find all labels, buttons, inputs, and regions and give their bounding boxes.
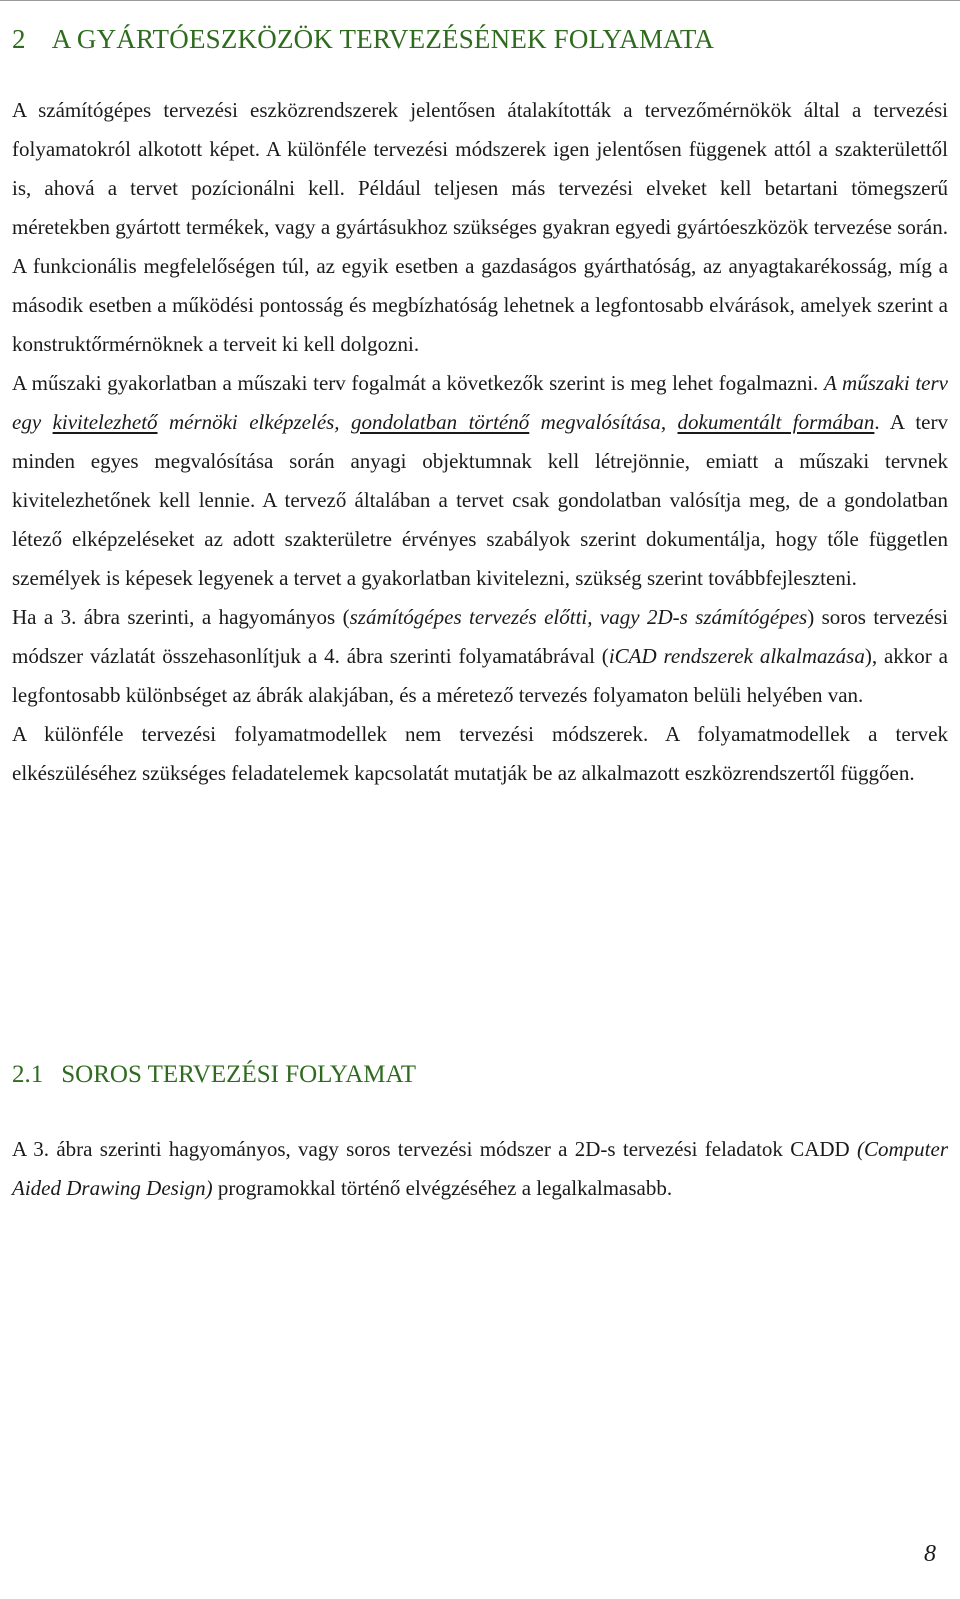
paragraph-3-b: ) soros tervezési módszer vázlatát összehasonlítjuk a 4. ábra szerinti folyamatábrával (: [12, 605, 948, 668]
section-paragraph: [12, 1130, 948, 1208]
paragraph-4: A különféle tervezési folyamatmodellek nem tervezési módszerek. A folyamatmodellek a tervek elkészüléséhez szükséges feladatelemek kapcsolatát mutatják be az alkalmazott eszközrendszertől függően.: [12, 722, 948, 785]
chapter-number: 2: [12, 24, 26, 54]
chapter-heading: [12, 24, 714, 55]
section-number: 2.1: [12, 1061, 44, 1088]
paragraph-3-italic-2: iCAD rendszerek alkalmazása: [608, 644, 865, 668]
section-body: [12, 1130, 948, 1208]
definition-underline-2: gondolatban történő: [350, 410, 530, 434]
definition-underline-1: kivitelezhető: [52, 410, 158, 434]
paragraph-3: [12, 598, 948, 715]
definition-part-a: A műszaki terv egy: [12, 371, 948, 434]
section-title-rest: OROS TERVEZÉSI FOLYAMAT: [75, 1061, 417, 1088]
section-paragraph-b: programokkal történő elvégzéséhez a legalkalmasabb.: [212, 1176, 673, 1200]
chapter-title-first: A: [51, 24, 70, 54]
section-paragraph-a: A 3. ábra szerinti hagyományos, vagy soros tervezési módszer a 2D-s tervezési feladatok CADD: [12, 1137, 857, 1161]
chapter-title-rest: GYÁRTÓESZKÖZÖK TERVEZÉSÉNEK FOLYAMATA: [76, 24, 715, 54]
definition-underline-3: dokumentált formában: [677, 410, 875, 434]
paragraph-2: [12, 364, 948, 598]
top-rule: [0, 0, 960, 1]
paragraph-3-c: ), akkor a legfontosabb különbséget az ábrák alakjában, és a méretező tervezés folyamaton belüli helyében van.: [12, 644, 949, 707]
section-paragraph-italic: (Computer Aided Drawing Design): [12, 1137, 948, 1200]
definition-part-c: megvalósítása,: [540, 410, 667, 434]
paragraph-2-rest: . A terv minden egyes megvalósítása során anyagi objektumnak kell létrejönnie, emiatt a műszaki tervnek kivitelezhetőnek kell lennie. A tervező általában a tervet csak gondolatban valósítja meg, de a gondolatban létező elképzeléseket az adott szakterületre érvényes szabályok szerint dokumentálja, hogy tőle független személyek is képesek legyenek a tervet a gyakorlatban kivitelezni, szükség szerint továbbfejleszteni.: [12, 410, 948, 590]
paragraph-2-lead: A műszaki gyakorlatban a műszaki terv fogalmát a következők szerint is meg lehet fogalmazni.: [12, 371, 819, 395]
paragraph-3-a: Ha a 3. ábra szerinti, a hagyományos (: [12, 605, 350, 629]
section-title-first: S: [61, 1061, 76, 1088]
section-heading: [12, 1061, 416, 1089]
definition-part-b: mérnöki elképzelés,: [168, 410, 340, 434]
paragraph-3-italic-1: számítógépes tervezés előtti, vagy 2D-s számítógépes: [349, 605, 808, 629]
chapter-body: [12, 91, 948, 793]
paragraph-1: A számítógépes tervezési eszközrendszerek jelentősen átalakították a tervezőmérnökök által a tervezési folyamatokról alkotott képet. A különféle tervezési módszerek igen jelentősen függenek attól a szakterülettől is, ahová a tervet pozícionálni kell. Például teljesen más tervezési elveket kell betartani tömegszerű méretekben gyártott termékek, vagy a gyártásukhoz szükséges gyakran egyedi gyártóeszközök tervezése során. A funkcionális megfelelőségen túl, az egyik esetben a gazdaságos gyárthatóság, az anyagtakarékosság, míg a második esetben a működési pontosság és megbízhatóság lehetnek a legfontosabb elvárások, amelyek szerint a konstruktőrmérnöknek a terveit ki kell dolgozni.: [12, 98, 948, 356]
page-number: 8: [924, 1541, 936, 1567]
